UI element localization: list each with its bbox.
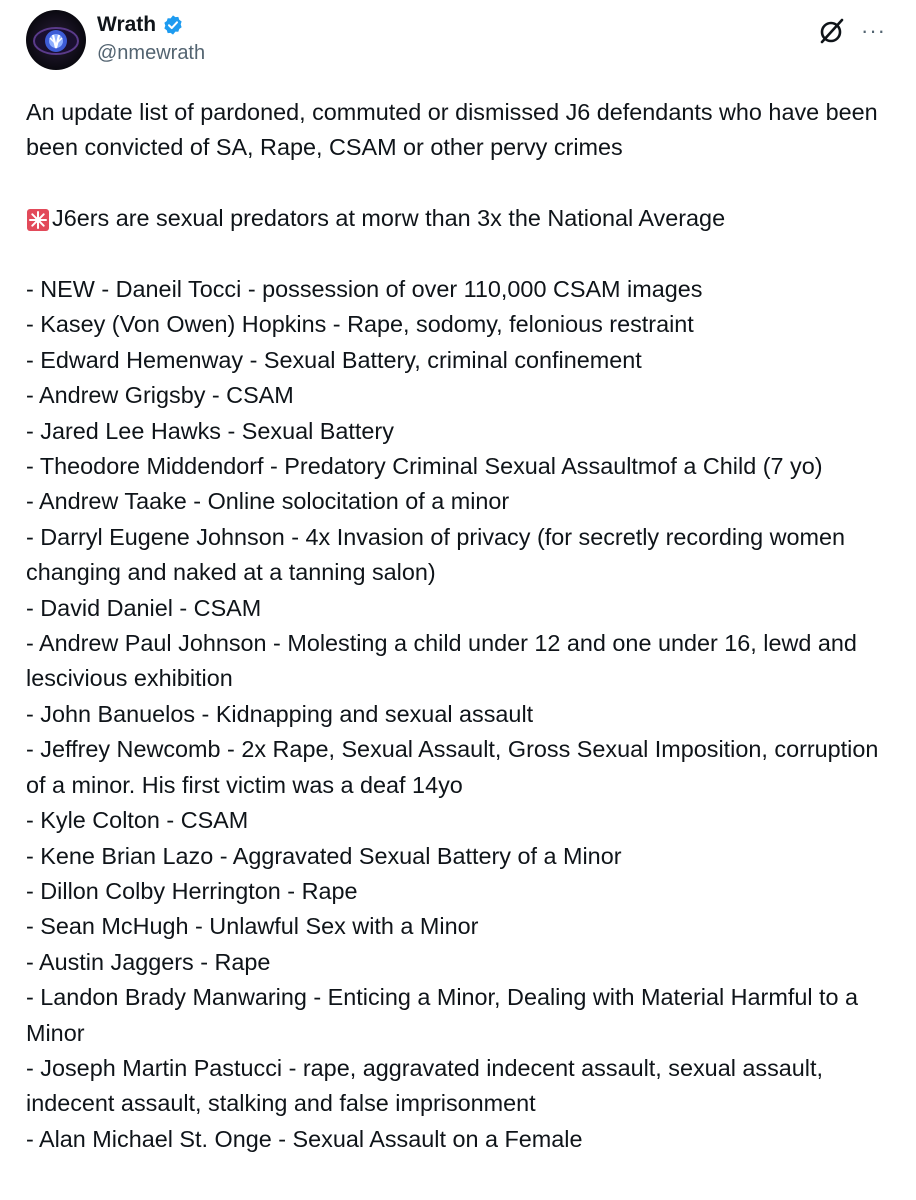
list-item: - Theodore Middendorf - Predatory Criminal Sexual Assaultmof a Child (7 yo): [26, 453, 823, 480]
display-name[interactable]: Wrath: [97, 13, 157, 36]
paragraph-spacer: [26, 237, 886, 272]
name-row: [97, 10, 205, 40]
list-item: - Austin Jaggers - Rape: [26, 948, 271, 975]
intro-text: An update list of pardoned, commuted or dismissed J6 defendants who have been been convicted of SA, Rape, CSAM or other pervy crimes: [26, 99, 878, 161]
alert-text: J6ers are sexual predators at morw than 3x the National Average: [52, 205, 726, 232]
author-block: [97, 10, 205, 65]
author-handle[interactable]: @nmewrath: [97, 42, 206, 64]
list-item: - NEW - Daneil Tocci - possession of over 110,000 CSAM images: [26, 276, 703, 302]
list-item: - Darryl Eugene Johnson - 4x Invasion of privacy (for secretly recording women changing and naked at a tanning salon): [26, 523, 846, 586]
grok-slash-icon[interactable]: [817, 16, 847, 46]
list-item: - Jeffrey Newcomb - 2x Rape, Sexual Assault, Gross Sexual Imposition, corruption of a minor. His first victim was a deaf 14yo: [26, 736, 879, 798]
siren-icon: [26, 207, 50, 231]
defendant-list: [26, 272, 886, 1157]
list-item: - Alan Michael St. Onge - Sexual Assault on a Female: [26, 1125, 583, 1152]
list-item: - Landon Brady Manwaring - Enticing a Minor, Dealing with Material Harmful to a Minor: [26, 984, 859, 1046]
paragraph-spacer: [26, 166, 886, 201]
tweet-body: [26, 95, 886, 1157]
more-options-icon[interactable]: ···: [861, 18, 886, 43]
list-item: - Andrew Grigsby - CSAM: [26, 382, 294, 409]
list-item: - Jared Lee Hawks - Sexual Battery: [26, 417, 394, 444]
list-item: - Andrew Taake - Online solocitation of a minor: [26, 488, 510, 515]
header-actions: [817, 16, 886, 46]
list-item: - John Banuelos - Kidnapping and sexual assault: [26, 700, 534, 727]
list-item: - Sean McHugh - Unlawful Sex with a Minor: [26, 913, 479, 940]
alert-line: [26, 201, 886, 236]
list-item: - Kene Brian Lazo - Aggravated Sexual Battery of a Minor: [26, 842, 622, 869]
eye-avatar-icon[interactable]: [26, 10, 86, 70]
list-item: - Andrew Paul Johnson - Molesting a child under 12 and one under 16, lewd and lescivious exhibition: [26, 630, 857, 692]
list-item: - Joseph Martin Pastucci - rape, aggravated indecent assault, sexual assault, indecent assault, stalking and false imprisonment: [26, 1054, 824, 1117]
tweet-header: [26, 8, 886, 88]
verified-badge-icon: [162, 14, 184, 36]
list-item: - Kyle Colton - CSAM: [26, 807, 249, 834]
list-item: - Dillon Colby Herrington - Rape: [26, 877, 358, 904]
list-item: - David Daniel - CSAM: [26, 594, 262, 621]
list-item: - Edward Hemenway - Sexual Battery, criminal confinement: [26, 346, 642, 373]
list-item: - Kasey (Von Owen) Hopkins - Rape, sodomy, felonious restraint: [26, 311, 694, 338]
